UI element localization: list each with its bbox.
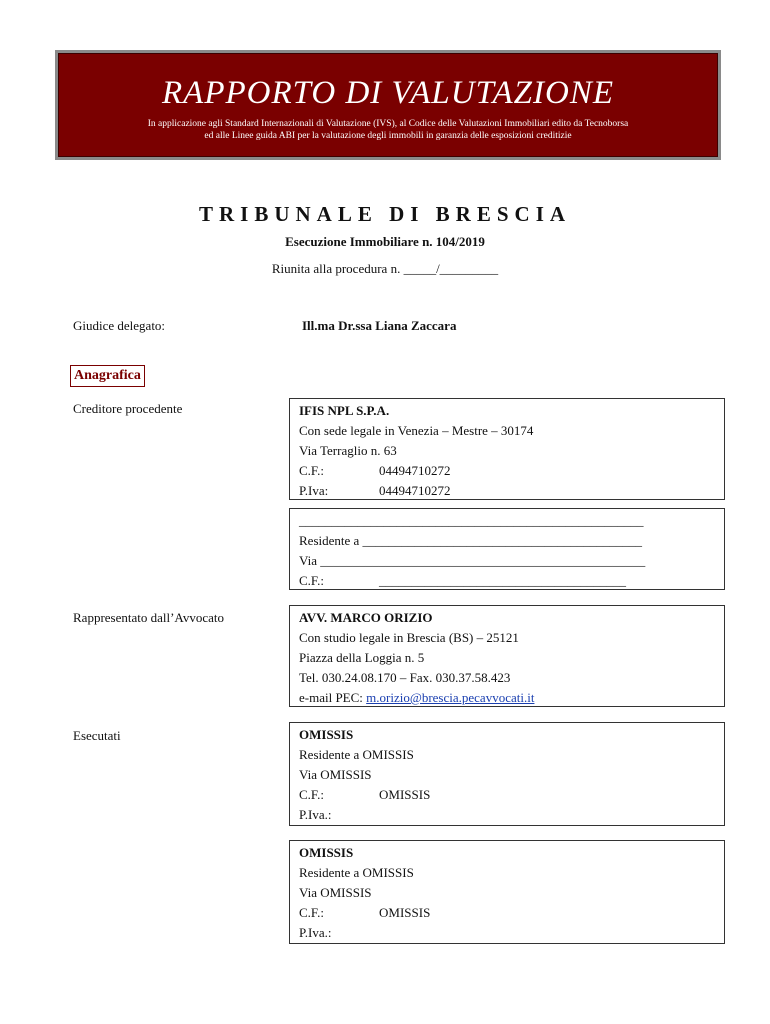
report-title: RAPPORTO DI VALUTAZIONE bbox=[162, 75, 614, 111]
blank-street: Via __________________________________________________ bbox=[299, 553, 646, 568]
creditor-cf bbox=[299, 461, 724, 481]
cf-value: OMISSIS bbox=[379, 787, 431, 802]
report-subtitle-line2: ed alle Linee guida ABI per la valutazione degli immobili in garanzia delle esposizioni creditizie bbox=[204, 131, 572, 141]
blank-cf bbox=[299, 571, 724, 591]
joined-procedure: Riunita alla procedura n. _____/_________ bbox=[271, 261, 499, 276]
section-anagrafica: Anagrafica bbox=[70, 365, 145, 387]
lawyer-phone: Tel. 030.24.08.170 – Fax. 030.37.58.423 bbox=[299, 670, 511, 685]
blank-party-box bbox=[289, 508, 725, 590]
cf-label: C.F.: bbox=[299, 463, 324, 478]
creditor-box bbox=[289, 398, 725, 500]
banner-panel bbox=[58, 53, 718, 157]
creditor-label: Creditore procedente bbox=[73, 401, 183, 416]
lawyer-street: Piazza della Loggia n. 5 bbox=[299, 650, 425, 665]
debtor-cf bbox=[299, 785, 724, 805]
judge-name: Ill.ma Dr.ssa Liana Zaccara bbox=[302, 318, 457, 333]
report-banner bbox=[55, 50, 721, 160]
creditor-street: Via Terraglio n. 63 bbox=[299, 443, 397, 458]
blank-line: _____________________________________________________ bbox=[299, 513, 644, 528]
cf-label: C.F.: bbox=[299, 787, 324, 802]
cf-label: C.F.: bbox=[299, 573, 324, 588]
lawyer-box bbox=[289, 605, 725, 707]
creditor-name: IFIS NPL S.P.A. bbox=[299, 403, 390, 418]
debtor-piva: P.Iva.: bbox=[299, 807, 332, 822]
lawyer-label: Rappresentato dall’Avvocato bbox=[73, 610, 225, 625]
piva-label: P.Iva: bbox=[299, 483, 329, 498]
debtor-residence: Residente a OMISSIS bbox=[299, 747, 414, 762]
lawyer-name: AVV. MARCO ORIZIO bbox=[299, 610, 433, 625]
debtor-cf bbox=[299, 903, 724, 923]
debtor-box bbox=[289, 722, 725, 826]
lawyer-office: Con studio legale in Brescia (BS) – 25121 bbox=[299, 630, 519, 645]
tribunal-heading: TRIBUNALE DI BRESCIA bbox=[198, 202, 572, 226]
creditor-address: Con sede legale in Venezia – Mestre – 30174 bbox=[299, 423, 534, 438]
debtor-piva: P.Iva.: bbox=[299, 925, 332, 940]
report-subtitle bbox=[59, 118, 717, 142]
blank-residence: Residente a ___________________________________________ bbox=[299, 533, 643, 548]
debtor-street: Via OMISSIS bbox=[299, 885, 372, 900]
email-label: e-mail PEC: bbox=[299, 690, 367, 705]
debtor-name: OMISSIS bbox=[299, 727, 354, 742]
cf-label: C.F.: bbox=[299, 905, 324, 920]
debtor-residence: Residente a OMISSIS bbox=[299, 865, 414, 880]
debtor-street: Via OMISSIS bbox=[299, 767, 372, 782]
debtor-name: OMISSIS bbox=[299, 845, 354, 860]
debtors-label: Esecutati bbox=[73, 728, 121, 743]
report-subtitle-line1: In applicazione agli Standard Internazionali di Valutazione (IVS), al Codice delle Valutazioni Immobiliari edito da Tecnoborsa bbox=[147, 119, 629, 129]
email-link[interactable]: m.orizio@brescia.pecavvocati.it bbox=[366, 690, 535, 705]
cf-value: OMISSIS bbox=[379, 905, 431, 920]
creditor-piva bbox=[299, 481, 724, 501]
judge-label: Giudice delegato: bbox=[73, 318, 166, 333]
piva-value: 04494710272 bbox=[379, 483, 451, 498]
execution-number: Esecuzione Immobiliare n. 104/2019 bbox=[285, 234, 485, 249]
debtor-box bbox=[289, 840, 725, 944]
cf-value: ______________________________________ bbox=[379, 573, 626, 588]
lawyer-email-line bbox=[299, 688, 724, 708]
cf-value: 04494710272 bbox=[379, 463, 451, 478]
